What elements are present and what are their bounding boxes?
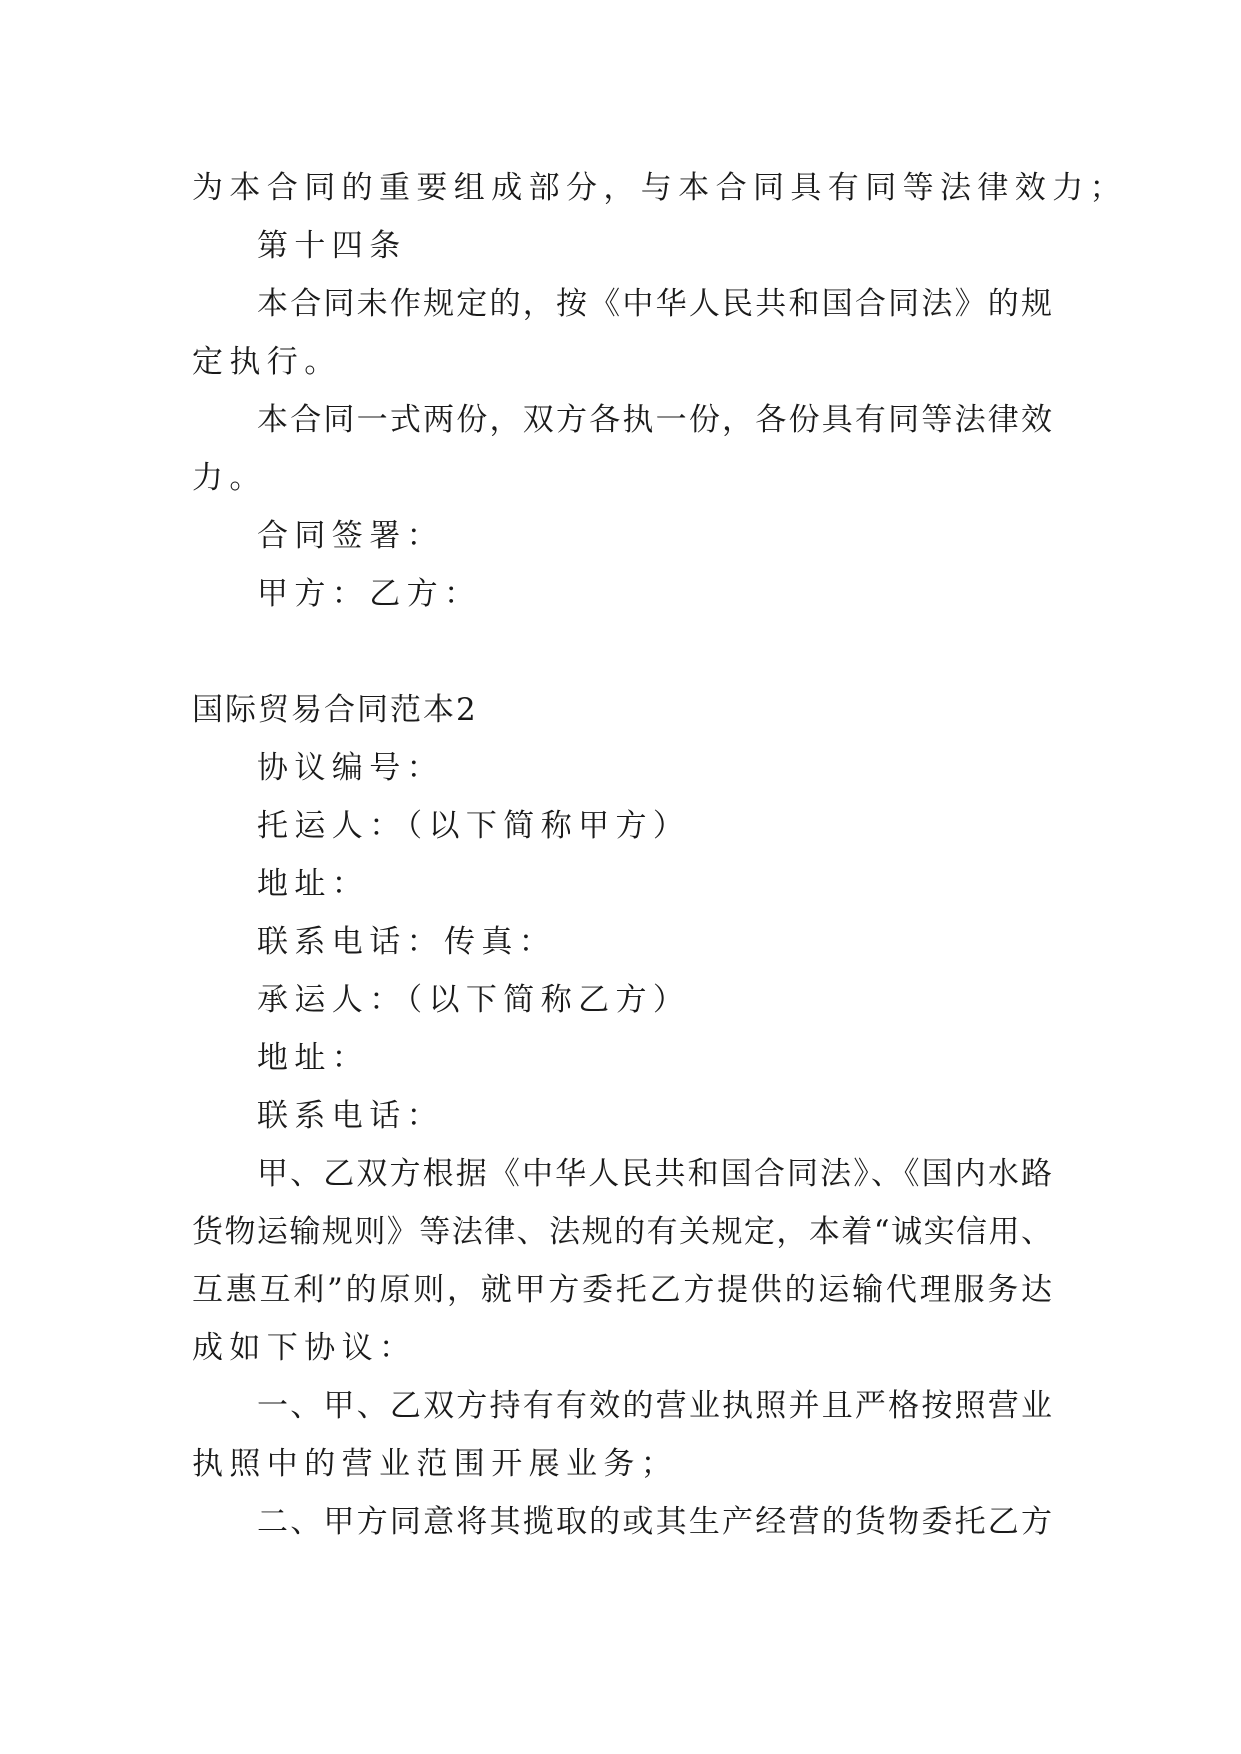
text-line: 为本合同的重要组成部分，与本合同具有同等法律效力；: [192, 170, 1127, 206]
field-agreement-number: 协议编号：: [257, 750, 444, 786]
clause-line: 一、甲、乙双方持有有效的营业执照并且严格按照营业: [257, 1388, 1052, 1424]
party-signature-line: 甲方：乙方：: [257, 576, 482, 612]
field-phone-fax: 联系电话：传真：: [257, 924, 557, 960]
paragraph-line: 互惠互利”的原则，就甲方委托乙方提供的运输代理服务达: [192, 1272, 1052, 1308]
paragraph-line: 定执行。: [192, 344, 342, 380]
signature-label: 合同签署：: [257, 518, 444, 554]
article-heading: 第十四条: [257, 228, 407, 264]
paragraph-line: 成如下协议：: [192, 1330, 417, 1366]
paragraph-line: 本合同一式两份，双方各执一份，各份具有同等法律效: [257, 402, 1052, 438]
field-address: 地址：: [257, 1040, 370, 1076]
paragraph-line: 本合同未作规定的，按《中华人民共和国合同法》的规: [257, 286, 1052, 322]
clause-line: 执照中的营业范围开展业务；: [192, 1446, 679, 1482]
field-address: 地址：: [257, 866, 370, 902]
paragraph-line: 甲、乙双方根据《中华人民共和国合同法》、《国内水路: [257, 1156, 1052, 1192]
field-phone: 联系电话：: [257, 1098, 444, 1134]
paragraph-line: 货物运输规则》等法律、法规的有关规定，本着“诚实信用、: [192, 1214, 1052, 1250]
paragraph-line: 力。: [192, 460, 267, 496]
field-shipper: 托运人：（以下简称甲方）: [257, 808, 691, 844]
clause-line: 二、甲方同意将其揽取的或其生产经营的货物委托乙方: [257, 1504, 1052, 1540]
section-title: 国际贸易合同范本2: [192, 692, 478, 728]
field-carrier: 承运人：（以下简称乙方）: [257, 982, 691, 1018]
